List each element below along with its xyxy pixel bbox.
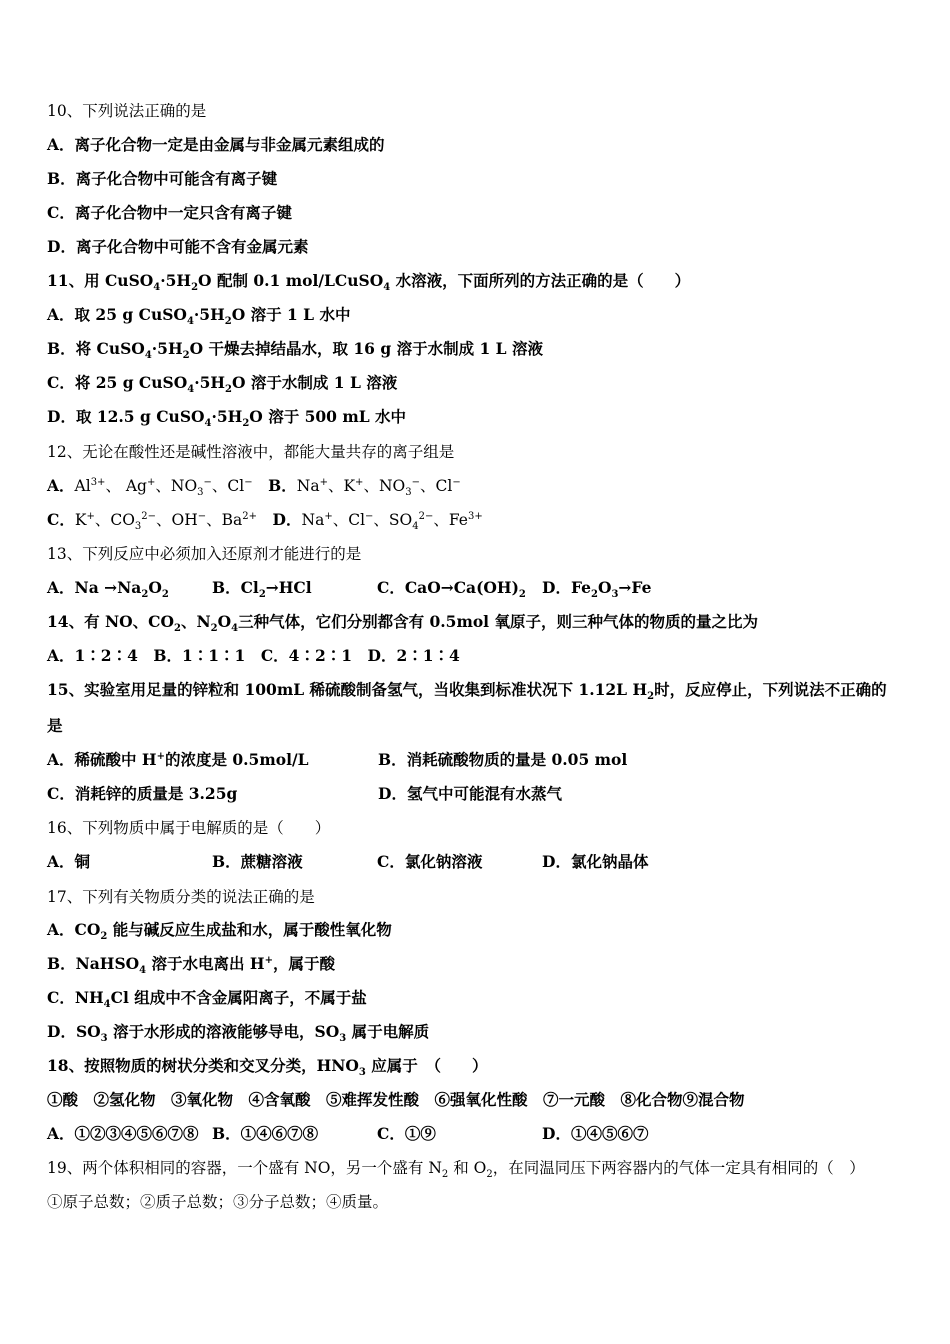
q17-stem: 17、下列有关物质分类的说法正确的是 — [47, 888, 315, 906]
q16-option-c: C．氯化钠溶液 — [377, 852, 483, 871]
q10-option-b: B．离子化合物中可能含有离子键 — [47, 169, 278, 188]
q15-option-d: D．氢气中可能混有水蒸气 — [378, 784, 562, 803]
q17-option-b: B．NaHSO$_4$ 溶于水电离出 H+，属于酸 — [47, 954, 335, 977]
q17-option-a: A．$CO_2$ 能与碱反应生成盐和水，属于酸性氧化物 — [47, 920, 392, 943]
q18-option-b: B．①④⑥⑦⑧ — [212, 1124, 319, 1143]
q19-stem: 19、两个体积相同的容器，一个盛有 NO，另一个盛有 $N_2$ 和 $O_2$，在同温同压下两容器内的气体一定具有相同的（ ） — [47, 1159, 865, 1181]
q17-option-c: C．$NH_4Cl$ 组成中不含金属阳离子，不属于盐 — [47, 988, 367, 1011]
q11-option-d: D．取 12.5 g $CuSO_4\cdot 5H_2O$ 溶于 500 mL 水中 — [47, 407, 407, 430]
q14-options: A．1∶2∶4 B．1∶1∶1 C．4∶2∶1 D．2∶1∶4 — [47, 646, 460, 665]
q13-stem: 13、下列反应中必须加入还原剂才能进行的是 — [47, 545, 362, 563]
q15-options-ab — [47, 747, 627, 773]
q13-option-c: C．$CaO\to Ca(OH)_2$ — [377, 578, 526, 601]
q16-stem: 16、下列物质中属于电解质的是（ ） — [47, 819, 331, 837]
q14-stem: 14、有 NO、$CO_2$、$N_2O_4$三种气体，它们分别都含有 0.5mol 氧原子，则三种气体的物质的量之比为 — [47, 612, 758, 635]
q11-option-a: A．取 25 g $CuSO_4\cdot 5H_2O$ 溶于 1 L 水中 — [47, 305, 351, 328]
q18-options — [47, 1121, 648, 1147]
q12-stem: 12、无论在酸性还是碱性溶液中，都能大量共存的离子组是 — [47, 443, 455, 461]
q15-option-a: A．稀硫酸中 H+的浓度是 0.5mol/L — [47, 750, 309, 769]
q16-option-d: D．氯化钠晶体 — [542, 852, 649, 871]
q12-options-cd: C．K+、$CO_3^{2-}$、OH−、$Ba^{2+}$ D．Na+、Cl−、$SO_4^{2-}$、$Fe^{3+}$ — [47, 510, 483, 533]
q19-items: ①原子总数；②质子总数；③分子总数；④质量。 — [47, 1193, 389, 1211]
q16-option-a: A．铜 — [47, 852, 91, 871]
q11-option-b: B．将 $CuSO_4\cdot 5H_2O$ 干燥去掉结晶水，取 16 g 溶于水制成 1 L 溶液 — [47, 339, 543, 362]
q16-option-b: B．蔗糖溶液 — [212, 852, 303, 871]
q10-stem: 10、下列说法正确的是 — [47, 102, 207, 120]
q15-options-cd — [47, 781, 562, 807]
q13-option-a: A．$Na \to Na_2O_2$ — [47, 578, 169, 601]
q15-option-b: B．消耗硫酸物质的量是 0.05 mol — [378, 750, 628, 769]
q13-option-d: D．$Fe_2O_3\to Fe$ — [542, 578, 652, 601]
q13-options — [47, 575, 651, 601]
q16-options — [47, 849, 648, 875]
q11-option-c: C．将 25 g $CuSO_4\cdot 5H_2O$ 溶于水制成 1 L 溶液 — [47, 373, 398, 396]
q15-option-c: C．消耗锌的质量是 3.25g — [47, 784, 238, 803]
q18-stem: 18、按照物质的树状分类和交叉分类，$HNO_3$ 应属于 （ ） — [47, 1056, 488, 1079]
q13-option-b: B．$Cl_2\to HCl$ — [212, 578, 312, 601]
q17-option-d: D．$SO_3$ 溶于水形成的溶液能够导电，$SO_3$ 属于电解质 — [47, 1022, 430, 1045]
q18-option-a: A．①②③④⑤⑥⑦⑧ — [47, 1124, 199, 1143]
q18-option-c: C．①⑨ — [377, 1124, 436, 1143]
q15-stem: 15、实验室用足量的锌粒和 100mL 稀硫酸制备氢气，当收集到标准状况下 1.12L $H_2$时，反应停止，下列说法不正确的 — [47, 680, 887, 703]
q15-stem-line2: 是 — [47, 716, 63, 735]
q12-options-ab: A．$Al^{3+}$、 Ag+、$NO_3^-$、Cl− B．Na+、K+、$NO_3^-$、Cl− — [47, 476, 461, 499]
q10-option-c: C．离子化合物中一定只含有离子键 — [47, 203, 292, 222]
q18-option-d: D．①④⑤⑥⑦ — [542, 1124, 649, 1143]
q10-option-a: A．离子化合物一定是由金属与非金属元素组成的 — [47, 135, 385, 154]
q18-items: ①酸 ②氢化物 ③氧化物 ④含氧酸 ⑤难挥发性酸 ⑥强氧化性酸 ⑦一元酸 ⑧化合物⑨混合物 — [47, 1090, 745, 1109]
q11-stem: 11、用 $CuSO_4\cdot 5H_2O$ 配制 0.1 mol/LCuSO$_4$ 水溶液，下面所列的方法正确的是（ ） — [47, 271, 691, 294]
q10-option-d: D．离子化合物中可能不含有金属元素 — [47, 237, 309, 256]
